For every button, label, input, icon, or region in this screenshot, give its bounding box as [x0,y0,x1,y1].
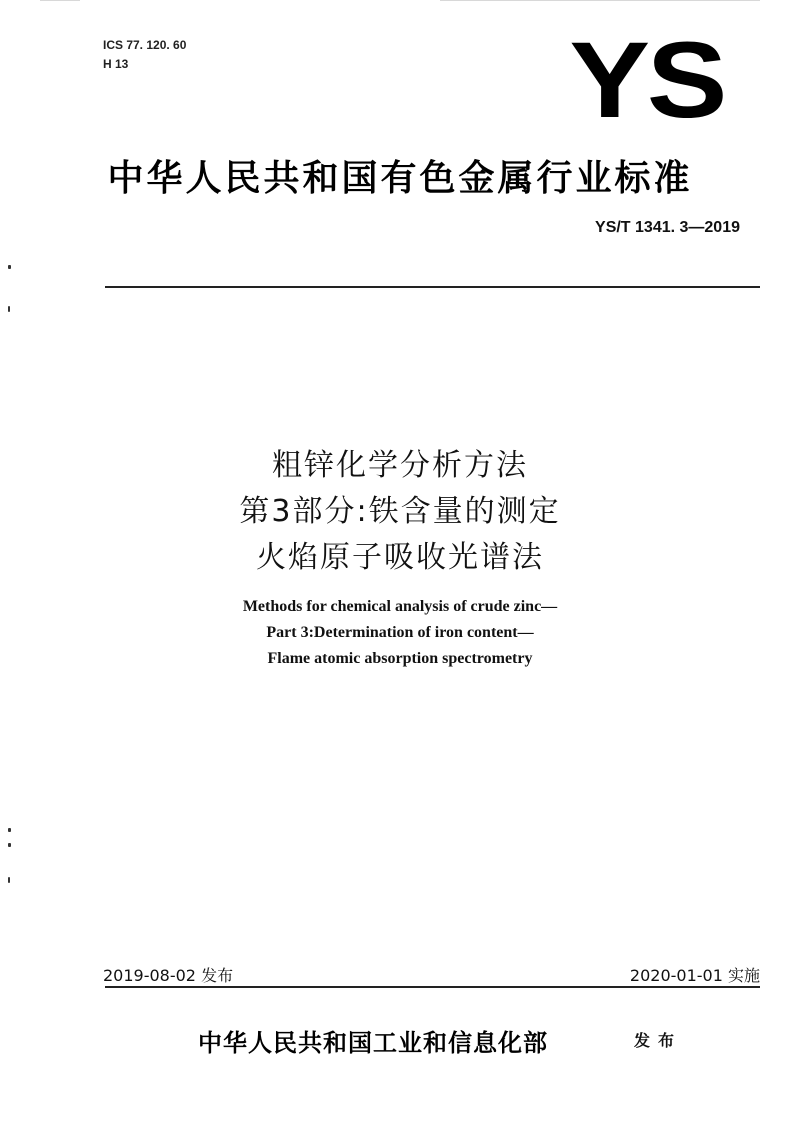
header-divider [105,286,760,288]
english-title-line: Part 3:Determination of iron content— [266,624,534,641]
standard-category-title: 中华人民共和国有色金属行业标准 [107,158,693,199]
standard-number: YS/T 1341. 3—2019 [595,219,740,236]
chinese-title-line: 火焰原子吸收光谱法 [256,540,544,575]
publish-date: 2019-08-02 发布 [103,966,234,985]
implement-date: 2020-01-01 实施 [629,966,760,985]
scan-speck [8,843,11,847]
ics-code: ICS 77. 120. 60 [103,38,187,52]
ccs-code: H 13 [103,57,129,71]
scan-speck [8,265,11,269]
scan-speck [8,306,10,312]
ys-logo: YS [569,19,724,140]
english-title-line: Flame atomic absorption spectrometry [267,650,533,667]
footer-divider [105,986,760,988]
english-title-line: Methods for chemical analysis of crude zinc— [242,598,558,615]
issue-label: 发布 [634,1031,683,1050]
issuing-authority: 中华人民共和国工业和信息化部 [198,1028,548,1057]
scan-speck [8,877,10,883]
top-edge-line [40,0,80,1]
top-edge-line [440,0,760,1]
scan-speck [8,828,11,832]
chinese-title-line: 粗锌化学分析方法 [272,448,528,483]
chinese-title-line: 第3部分:铁含量的测定 [239,494,561,529]
